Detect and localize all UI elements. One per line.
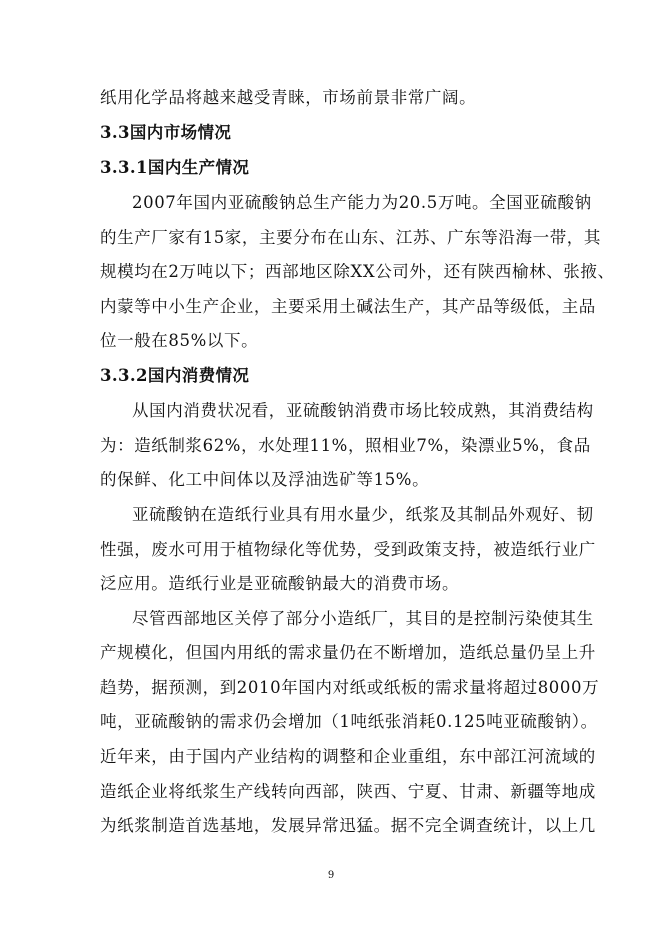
section-heading-3-3-2: 3.3.2国内消费情况	[100, 366, 250, 385]
consumption-paragraph-line: 为：造纸制浆62%，水处理11%，照相业7%，染漂业5%，食品	[100, 436, 591, 455]
demand-paragraph-line: 趋势，据预测，到2010年国内对纸或纸板的需求量将超过8000万	[100, 678, 600, 697]
production-paragraph-line: 内蒙等中小生产企业，主要采用土碱法生产，其产品等级低，主品	[100, 297, 596, 316]
demand-paragraph-line: 为纸浆制造首选基地，发展异常迅猛。据不完全调查统计，以上几	[100, 816, 596, 835]
production-paragraph-line: 2007年国内亚硫酸钠总生产能力为20.5万吨。全国亚硫酸钠	[132, 193, 592, 212]
consumption-paragraph-line: 的保鲜、化工中间体以及浮油选矿等15%。	[100, 470, 430, 489]
continued-paragraph-line: 纸用化学品将越来越受青睐，市场前景非常广阔。	[100, 88, 477, 107]
papermaking-paragraph-line: 泛应用。造纸行业是亚硫酸钠最大的消费市场。	[100, 574, 460, 593]
production-paragraph-line: 位一般在85%以下。	[100, 331, 259, 350]
production-paragraph-line: 的生产厂家有15家，主要分布在山东、江苏、广东等沿海一带，其	[100, 228, 601, 247]
papermaking-paragraph-line: 亚硫酸钠在造纸行业具有用水量少，纸浆及其制品外观好、韧	[132, 505, 594, 524]
demand-paragraph-line: 产规模化，但国内用纸的需求量仍在不断增加，造纸总量仍呈上升	[100, 643, 596, 662]
demand-paragraph-line: 近年来，由于国内产业结构的调整和企业重组，东中部江河流域的	[100, 747, 596, 766]
demand-paragraph-line: 吨，亚硫酸钠的需求仍会增加（1吨纸张消耗0.125吨亚硫酸钠）。	[100, 712, 598, 731]
demand-paragraph-line: 造纸企业将纸浆生产线转向西部，陕西、宁夏、甘肃、新疆等地成	[100, 782, 596, 801]
section-heading-3-3-1: 3.3.1国内生产情况	[100, 158, 250, 177]
page-number: 9	[327, 870, 335, 881]
consumption-paragraph-line: 从国内消费状况看，亚硫酸钠消费市场比较成熟，其消费结构	[132, 401, 594, 420]
demand-paragraph-line: 尽管西部地区关停了部分小造纸厂，其目的是控制污染使其生	[132, 609, 594, 628]
section-heading-3-3: 3.3国内市场情况	[100, 123, 232, 142]
production-paragraph-line: 规模均在2万吨以下；西部地区除XX公司外，还有陕西榆林、张掖、	[100, 262, 615, 281]
papermaking-paragraph-line: 性强，废水可用于植物绿化等优势，受到政策支持，被造纸行业广	[100, 540, 596, 559]
